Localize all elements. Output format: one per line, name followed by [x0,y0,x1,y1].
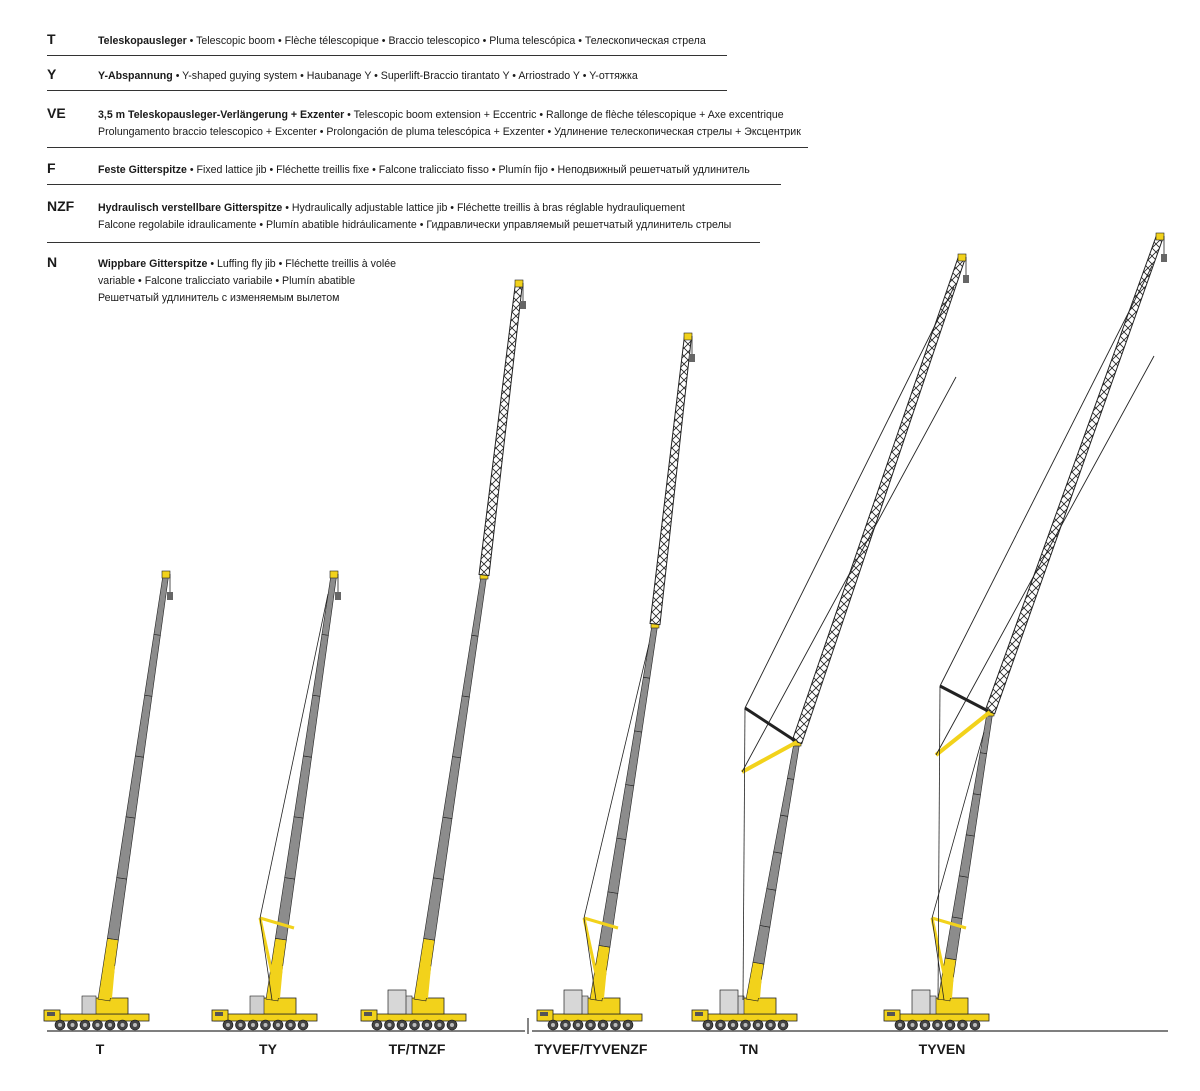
superstructure [410,998,444,1014]
telescopic-section [966,794,980,836]
hook-block [1161,254,1167,262]
legend-text: • Telescopic boom • Flèche télescopique • Braccio telescopico • Pluma telescópica • Телескопическая стрела [186,35,706,47]
wheel-hub [239,1023,243,1027]
telescopic-section [760,889,776,928]
telescopic-section [107,878,126,940]
legend-title: Wippbare Gitterspitze [98,258,208,270]
crane-t [44,571,173,1030]
wheel-hub [756,1023,760,1027]
superstructure [934,998,968,1014]
legend-code: T [47,31,56,47]
wheel-hub [438,1023,442,1027]
telescopic-section [294,756,312,818]
telescopic-section [626,731,642,786]
crane-ty [212,571,341,1030]
wheel-hub [769,1023,773,1027]
telescopic-section [753,925,770,964]
telescopic-section [634,677,649,732]
wheel-hub [781,1023,785,1027]
luffing-strut [940,686,990,712]
telescopic-section [973,753,986,795]
telescopic-section [443,757,461,819]
wheel-hub [400,1023,404,1027]
legend-title: Hydraulisch verstellbare Gitterspitze [98,202,283,214]
superlift-ballast [912,990,930,1014]
config-label-ty: TY [259,1041,277,1057]
legend-text: Prolungamento braccio telescopico + Excenter • Prolongación de pluma telescópica + Exzenter • Удлинение телескопическая стрелы + Эксцентрик [98,126,801,138]
luffing-cylinder [758,979,760,998]
boom-head [684,333,692,340]
legend-code: VE [47,105,66,121]
cab-window [215,1012,223,1016]
wheel-hub [923,1023,927,1027]
guy-rope [745,287,954,708]
wheel-hub [973,1023,977,1027]
legend-code: Y [47,66,57,82]
wheel-hub [744,1023,748,1027]
counterweight [82,996,96,1014]
wheel-hub [289,1023,293,1027]
wheel-hub [108,1023,112,1027]
wheel-hub [264,1023,268,1027]
boom-head [515,280,523,287]
wheel-hub [425,1023,429,1027]
luffing-strut [745,708,797,742]
telescopic-section [774,815,788,853]
lattice-jib [985,235,1163,714]
telescopic-section [472,575,487,637]
telescopic-section [135,695,152,757]
legend-text: • Fixed lattice jib • Fléchette treillis fixe • Falcone tralicciato fisso • Plumín fijo • Неподвижный решетчатый удлинитель [186,164,750,176]
telescopic-section [275,878,294,940]
telescopic-section [433,817,452,879]
telescopic-section [414,938,435,1000]
cab-window [47,1012,55,1016]
wheel-hub [133,1023,137,1027]
wheel-hub [121,1023,125,1027]
cab-window [364,1012,372,1016]
config-label-tyven: TYVEN [918,1041,966,1057]
legend-code: F [47,160,56,176]
wheel-hub [388,1023,392,1027]
counterweight [250,996,264,1014]
wheel-hub [576,1023,580,1027]
config-label-t: T [95,1041,105,1057]
wheel-hub [948,1023,952,1027]
legend-title: Teleskopausleger [98,35,187,47]
cab-window [887,1012,895,1016]
wheel-hub [731,1023,735,1027]
luffing-cylinder [950,977,952,998]
legend-title: 3,5 m Teleskopausleger-Verlängerung + Exzenter [98,109,345,121]
wheel-hub [626,1023,630,1027]
telescopic-section [154,574,169,636]
superlift-ballast [564,990,582,1014]
legend-text: Falcone regolabile idraulicamente • Plumín abatible hidráulicamente • Гидравлически управляемый решетчатый удлинитель стрелы [98,219,732,231]
wheel-hub [706,1023,710,1027]
wheel-hub [450,1023,454,1027]
legend-text: • Telescopic boom extension + Eccentric • Rallonge de flèche télescopique + Axe excentrique [344,109,784,121]
configuration-labels [96,1041,966,1057]
wheel-hub [551,1023,555,1027]
telescopic-section [303,695,320,757]
hook-block [689,354,695,362]
superstructure [262,998,296,1014]
telescopic-section [117,817,135,879]
legend-title: Y-Abspannung [98,70,173,82]
boom-head [330,571,338,578]
legend-code: N [47,254,58,270]
wheel-hub [911,1023,915,1027]
superstructure [586,998,620,1014]
telescopic-section [313,634,329,696]
lattice-jib [479,283,522,576]
telescopic-section [98,938,118,1001]
wheel-hub [898,1023,902,1027]
hook-block [520,301,526,309]
legend-code: NZF [47,198,75,214]
legend-text: Решетчатый удлинитель с изменяемым вылетом [98,292,340,304]
wheel-hub [564,1023,568,1027]
wheel-hub [276,1023,280,1027]
telescopic-section [452,696,469,758]
luffing-cylinder [602,970,605,998]
telescopic-section [767,852,782,890]
telescopic-section [424,878,444,940]
wheel-hub [961,1023,965,1027]
boom-head [162,571,170,578]
superlift-ballast [388,990,406,1014]
telescopic-section [617,784,634,839]
crane-tyvef-tyvenzf [537,333,695,1030]
config-label-tyvef-tyvenzf: TYVEF/TYVENZF [534,1041,648,1057]
wheel-hub [301,1023,305,1027]
wheel-hub [601,1023,605,1027]
telescopic-section [462,635,478,697]
wheel-hub [719,1023,723,1027]
hook-block [335,592,341,600]
hoist-rope [743,708,745,1000]
hook-block [963,275,969,283]
guy-rope [940,266,1152,686]
telescopic-section [780,778,793,816]
telescopic-section [322,574,337,636]
legend-text: • Y-shaped guying system • Haubanage Y • Superlift-Braccio tirantato Y • Arriostrado Y • Y-оттяжка [172,70,638,82]
wheel-hub [375,1023,379,1027]
wheel-hub [413,1023,417,1027]
crane-tn [692,254,969,1030]
telescopic-section [599,892,618,947]
config-label-tn: TN [739,1041,759,1057]
telescopic-section [608,838,626,893]
telescopic-section [643,624,657,679]
wheel-hub [251,1023,255,1027]
guy-rope [936,356,1154,755]
wheel-hub [71,1023,75,1027]
cab-window [540,1012,548,1016]
legend-text: • Luffing fly jib • Fléchette treillis à volée [207,258,396,270]
legend-title: Feste Gitterspitze [98,164,187,176]
telescopic-section [126,756,144,818]
wheel-hub [589,1023,593,1027]
hook-block [167,592,173,600]
boom-head [1156,233,1164,240]
config-label-tf-tnzf: TF/TNZF [388,1041,446,1057]
wheel-hub [936,1023,940,1027]
superstructure [742,998,776,1014]
wheel-hub [614,1023,618,1027]
legend-text: • Hydraulically adjustable lattice jib • Fléchette treillis à bras réglable hydrauliquement [282,202,685,214]
guy-rope [742,377,956,772]
telescopic-section [959,835,974,878]
superstructure [94,998,128,1014]
wheel-hub [96,1023,100,1027]
wheel-hub [58,1023,62,1027]
telescopic-section [145,634,161,696]
legend-text: variable • Falcone tralicciato variabile • Plumín abatible [98,275,356,287]
telescopic-section [285,817,303,879]
wheel-hub [83,1023,87,1027]
crane-tf-tnzf [361,280,526,1030]
wheel-hub [226,1023,230,1027]
cab-window [695,1012,703,1016]
lattice-jib [792,256,965,744]
telescopic-section [952,876,968,919]
superlift-ballast [720,990,738,1014]
lattice-jib [650,336,691,625]
boom-head [958,254,966,261]
